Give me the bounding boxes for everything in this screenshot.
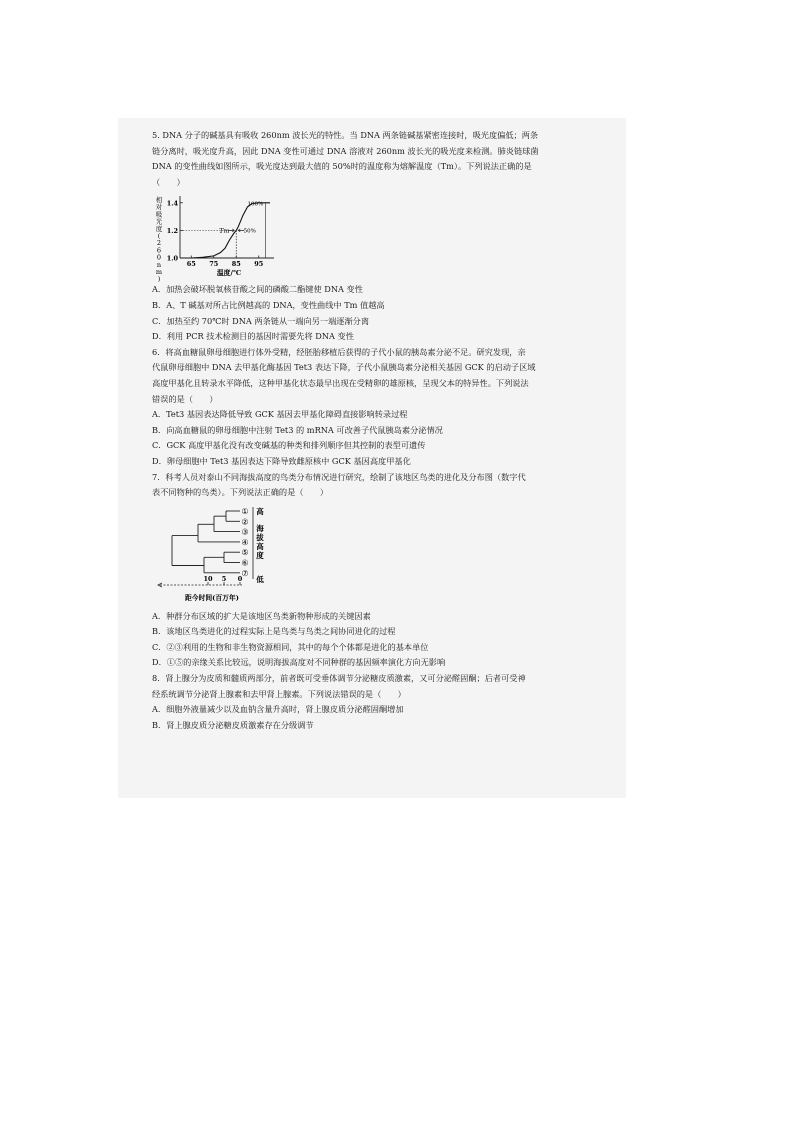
time-tick-label: 10 bbox=[203, 574, 213, 583]
q7-option-b[interactable]: B．该地区鸟类进化的过程实际上是鸟类与鸟类之间协同进化的过程 bbox=[152, 626, 396, 637]
q7-option-a[interactable]: A．种群分布区域的扩大是该地区鸟类新物种形成的关键因素 bbox=[152, 610, 371, 621]
species-label: ⑦ bbox=[241, 568, 249, 578]
q6-stem-line: 6．将高血糖鼠卵母细胞进行体外受精，经胚胎移植后获得的子代小鼠的胰岛素分泌不足。研究发现，亲 bbox=[152, 346, 526, 357]
q6-stem-line: 代鼠卵母细胞中 DNA 去甲基化酶基因 Tet3 表达下降，子代小鼠胰岛素分泌相关基因 GCK 的启动子区域 bbox=[152, 362, 536, 373]
x-tick-label: 85 bbox=[231, 260, 241, 269]
q7-option-c[interactable]: C．②③利用的生物和非生物资源相同，其中的每个个体都是进化的基本单位 bbox=[152, 641, 429, 652]
species-label: ④ bbox=[241, 537, 249, 547]
y-tick-label: 1.0 bbox=[166, 254, 178, 263]
q8-option-b[interactable]: B．肾上腺皮质分泌糖皮质激素存在分级调节 bbox=[152, 719, 314, 730]
altitude-label: 高 bbox=[256, 541, 264, 551]
question-5 bbox=[152, 128, 592, 345]
q5-stem-line: 5. DNA 分子的碱基具有吸收 260nm 波长光的特性。当 DNA 两条链碱基紧密连接时，吸光度偏低；两条 bbox=[152, 130, 539, 140]
species-label: ⑥ bbox=[241, 558, 249, 568]
q5-option-c[interactable]: C．加热至约 70℃时 DNA 两条链从一端向另一端逐渐分离 bbox=[152, 315, 370, 326]
exam-content bbox=[152, 128, 592, 733]
q8-stem-line: 经系统调节分泌肾上腺素和去甲肾上腺素。下列说法错误的是（ ） bbox=[152, 688, 406, 699]
bird-evolution-diagram bbox=[152, 503, 592, 607]
question-6 bbox=[152, 345, 592, 470]
q8-option-a[interactable]: A．细胞外液量减少以及血钠含量升高时，肾上腺皮质分泌醛固酮增加 bbox=[152, 704, 404, 715]
q6-option-d[interactable]: D．卵母细胞中 Tet3 基因表达下降导致雌原核中 GCK 基因高度甲基化 bbox=[152, 455, 411, 466]
q6-option-b[interactable]: B．向高血糖鼠的卵母细胞中注射 Tet3 的 mRNA 可改善子代鼠胰岛素分泌情况 bbox=[152, 424, 443, 435]
q5-stem-line: 链分离时，吸光度升高，因此 DNA 变性可通过 DNA 溶液对 260nm 波长光的吸光度来检测。肺炎链球菌 bbox=[152, 145, 539, 156]
q6-stem-line: 错误的是（ ） bbox=[152, 393, 218, 404]
altitude-label: 拔 bbox=[256, 532, 264, 542]
q6-stem-line: 高度甲基化且转录水平降低，这种甲基化状态最早出现在受精卵的雄原核，呈现父本的特异性。下列说法 bbox=[152, 377, 529, 388]
phylogeny-svg bbox=[152, 503, 282, 607]
x-tick-label: 65 bbox=[186, 260, 196, 269]
dna-melting-chart bbox=[152, 192, 592, 284]
y-axis-label: 相对吸光度( 2 6 0 n m ) bbox=[155, 196, 163, 284]
time-axis-label: 距今时间(百万年) bbox=[184, 593, 240, 602]
q5-stem-line: （ ） bbox=[152, 176, 185, 187]
q8-stem-line: 8．肾上腺分为皮质和髓质两部分，前者既可受垂体调节分泌糖皮质激素，又可分泌醛固酮；后者可受神 bbox=[152, 673, 526, 684]
q7-option-d[interactable]: D．①⑤的亲缘关系比较远，说明海拔高度对不同种群的基因频率演化方向无影响 bbox=[152, 657, 446, 668]
q5-option-b[interactable]: B．A、T 碱基对所占比例越高的 DNA，变性曲线中 Tm 值越高 bbox=[152, 299, 385, 310]
q7-stem-line: 7．科考人员对泰山不同海拔高度的鸟类分布情况进行研究，绘制了该地区鸟类的进化及分布图（数字代 bbox=[152, 471, 526, 482]
q6-option-a[interactable]: A．Tet3 基因表达降低导致 GCK 基因去甲基化障碍直接影响转录过程 bbox=[152, 409, 408, 420]
q6-option-c[interactable]: C．GCK 高度甲基化没有改变碱基的种类和排列顺序但其控制的表型可遗传 bbox=[152, 440, 426, 451]
q5-stem-line: DNA 的变性曲线如图所示，吸光度达到最大值的 50%时的温度称为熔解温度（Tm）。下列说法正确的是 bbox=[152, 161, 532, 172]
altitude-label: 海 bbox=[256, 523, 264, 533]
question-8 bbox=[152, 671, 592, 733]
pct100-label: 100% bbox=[247, 201, 264, 208]
y-tick-label: 1.4 bbox=[166, 199, 178, 208]
species-label: ③ bbox=[241, 527, 249, 537]
q5-option-a[interactable]: A．加热会破坏脱氧核苷酸之间的磷酸二酯键使 DNA 变性 bbox=[152, 284, 363, 295]
pct50-label: 50% bbox=[243, 229, 256, 236]
melting-curve-svg bbox=[152, 192, 282, 284]
q7-stem-line: 表不同物种的鸟类）。下列说法正确的是（ ） bbox=[152, 487, 329, 498]
question-7 bbox=[152, 470, 592, 672]
species-label: ② bbox=[241, 516, 249, 526]
altitude-label: 度 bbox=[256, 550, 264, 560]
altitude-label: 高 bbox=[256, 506, 264, 516]
species-label: ① bbox=[241, 506, 249, 516]
time-tick-label: 5 bbox=[221, 574, 227, 583]
altitude-label: 低 bbox=[256, 574, 264, 584]
x-tick-label: 95 bbox=[254, 260, 264, 269]
time-tick-label: 0 bbox=[237, 574, 243, 583]
y-tick-label: 1.2 bbox=[166, 227, 178, 236]
q5-option-d[interactable]: D．利用 PCR 技术检测目的基因时需要先将 DNA 变性 bbox=[152, 331, 354, 342]
tm-label: Tm bbox=[219, 228, 230, 236]
species-label: ⑤ bbox=[241, 547, 249, 557]
x-axis-label: 温度/℃ bbox=[216, 269, 242, 278]
x-tick-label: 75 bbox=[209, 260, 219, 269]
